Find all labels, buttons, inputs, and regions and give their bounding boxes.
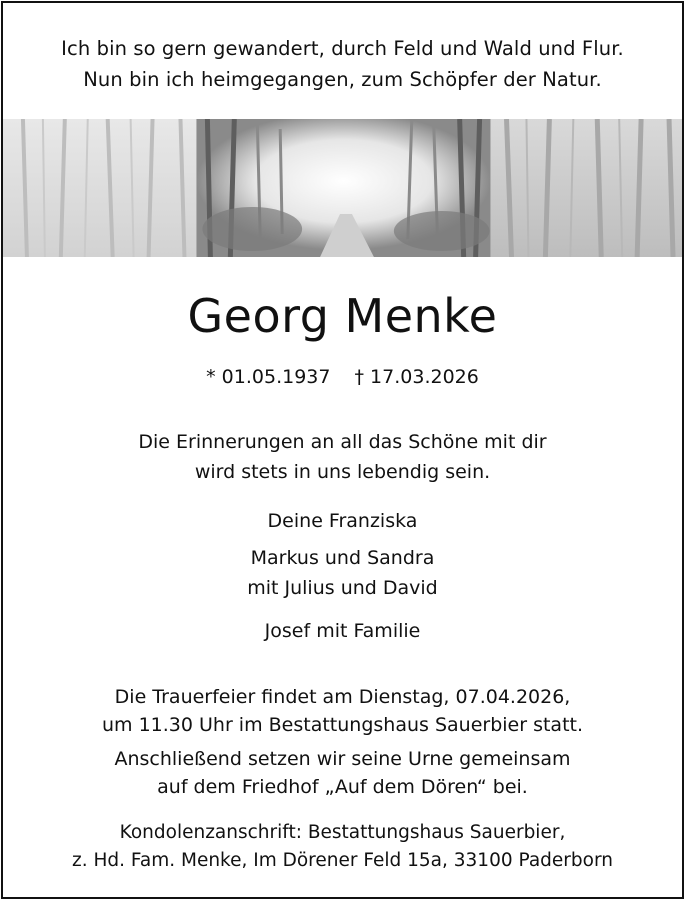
condolence-line: Kondolenzanschrift: Bestattungshaus Sauerbier, (119, 822, 566, 843)
funeral-line: um 11.30 Uhr im Bestattungshaus Sauerbier statt. (101, 714, 584, 736)
verse (3, 33, 682, 95)
verse-line: Ich bin so gern gewandert, durch Feld und Wald und Flur. (61, 37, 624, 60)
verse-line: Nun bin ich heimgegangen, zum Schöpfer der Natur. (83, 68, 602, 91)
urn-info (3, 745, 682, 801)
mourner-line: Markus und Sandra (250, 547, 435, 569)
mourner-group (3, 616, 682, 646)
mourner-line: Deine Franziska (267, 510, 418, 532)
memory-line: Die Erinnerungen an all das Schöne mit dir (138, 431, 547, 453)
mourner-group (3, 506, 682, 536)
mourner-group (3, 543, 682, 603)
memory-text (3, 427, 682, 487)
funeral-line: Die Trauerfeier findet am Dienstag, 07.04.2026, (114, 686, 571, 708)
mourner-line: mit Julius und David (247, 577, 438, 599)
death-date: † 17.03.2026 (354, 366, 479, 388)
memory-line: wird stets in uns lebendig sein. (194, 461, 491, 483)
birth-date: * 01.05.1937 (206, 366, 331, 388)
condolence-address (3, 819, 682, 875)
deceased-name: Georg Menke (187, 289, 498, 343)
condolence-line: z. Hd. Fam. Menke, Im Dörener Feld 15a, 33100 Paderborn (72, 850, 613, 871)
urn-line: Anschließend setzen wir seine Urne gemeinsam (114, 748, 571, 770)
mourner-line: Josef mit Familie (264, 620, 421, 642)
funeral-info (3, 683, 682, 739)
obituary-card (1, 1, 684, 899)
forest-photo (3, 119, 682, 257)
life-dates (3, 363, 682, 391)
urn-line: auf dem Friedhof „Auf dem Dören“ bei. (157, 776, 528, 798)
